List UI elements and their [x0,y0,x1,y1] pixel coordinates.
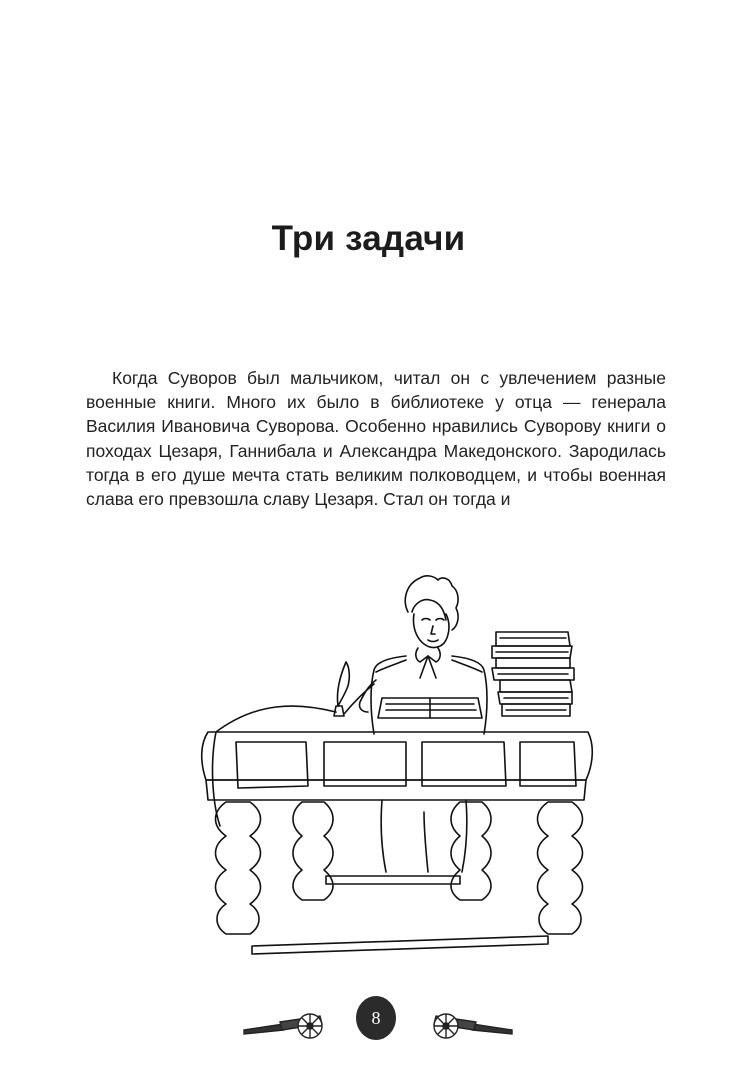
chapter-title: Три задачи [271,219,466,259]
page-number-badge: 8 [356,996,396,1040]
body-paragraph: Когда Суворов был мальчиком, читал он с увлечением разные военные книги. Много их было в библиотеке у отца — генерала Василия Ивановича Суворова. Особенно нравились Суворову книги о походах Цезаря, Ганнибала и Александра Македонского. Зародилась тогда в его душе мечта стать великим полководцем, и чтобы военная слава его превзошла славу Цезаря. Стал он тогда и [86,368,666,510]
cannon-icon [416,1000,516,1040]
boy-reading-at-desk-illustration [196,572,596,972]
cannon-icon [240,1000,340,1040]
page-footer [0,996,737,1048]
